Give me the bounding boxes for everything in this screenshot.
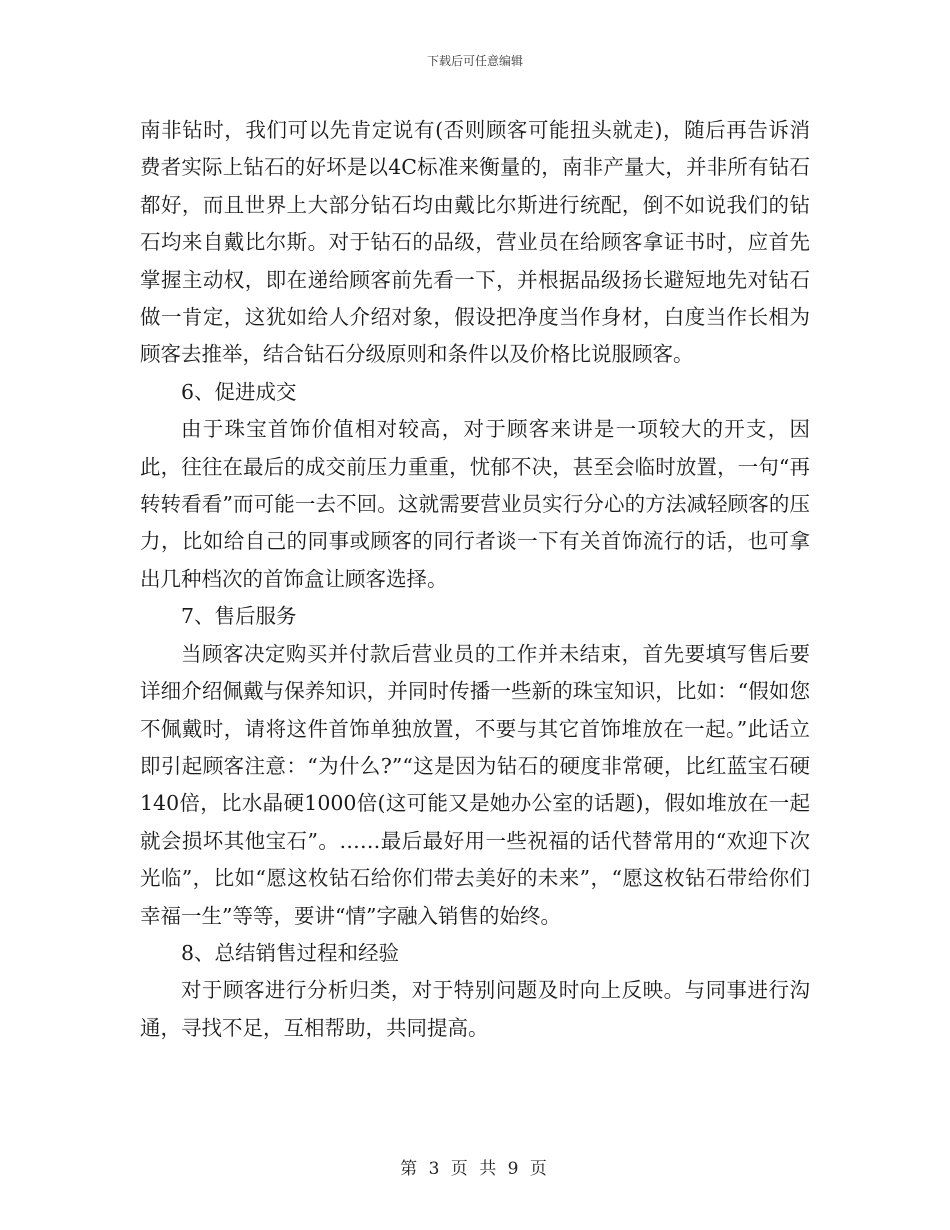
page-header: 下载后可任意编辑 xyxy=(426,54,523,68)
page-number: 第 3 页 共 9 页 xyxy=(400,1159,550,1179)
document-body xyxy=(140,112,810,1047)
paragraph-after-sales: 当顾客决定购买并付款后营业员的工作并未结束，首先要填写售后要详细介绍佩戴与保养知识，并同时传播一些新的珠宝知识，比如：“假如您不佩戴时，请将这件首饰单独放置，不要与其它首饰堆放在一起。”此话立即引起顾客注意：“为什么?”“这是因为钻石的硬度非常硬，比红蓝宝石硬140倍，比水晶硬1000倍(这可能又是她办公室的话题)，假如堆放在一起就会损坏其他宝石”。……最后最好用一些祝福的话代替常用的“欢迎下次光临”，比如“愿这枚钻石给你们带去美好的未来”，“愿这枚钻石带给你们幸福一生”等等，要讲“情”字融入销售的始终。 xyxy=(140,641,810,928)
section-heading-summary: 8、总结销售过程和经验 xyxy=(181,940,400,965)
section-heading-close-deal: 6、促进成交 xyxy=(181,379,297,404)
section-heading-after-sales: 7、售后服务 xyxy=(181,604,297,629)
paragraph-diamond-origin: 南非钻时，我们可以先肯定说有(否则顾客可能扭头就走)，随后再告诉消费者实际上钻石的好坏是以4C标准来衡量的，南非产量大，并非所有钻石都好，而且世界上大部分钻石均由戴比尔斯进行统配，倒不如说我们的钻石均来自戴比尔斯。对于钻石的品级，营业员在给顾客拿证书时，应首先掌握主动权，即在递给顾客前先看一下，并根据品级扬长避短地先对钻石做一肯定，这犹如给人介绍对象，假设把净度当作身材，白度当作长相为顾客去推举，结合钻石分级原则和条件以及价格比说服顾客。 xyxy=(140,118,810,367)
paragraph-close-deal: 由于珠宝首饰价值相对较高，对于顾客来讲是一项较大的开支，因此，往往在最后的成交前压力重重，忧郁不决，甚至会临时放置，一句“再转转看看”而可能一去不回。这就需要营业员实行分心的方法减轻顾客的压力，比如给自己的同事或顾客的同行者谈一下有关首饰流行的话，也可拿出几种档次的首饰盒让顾客选择。 xyxy=(140,417,810,591)
paragraph-summary: 对于顾客进行分析归类，对于特别问题及时向上反映。与同事进行沟通，寻找不足，互相帮助，共同提高。 xyxy=(140,978,810,1040)
